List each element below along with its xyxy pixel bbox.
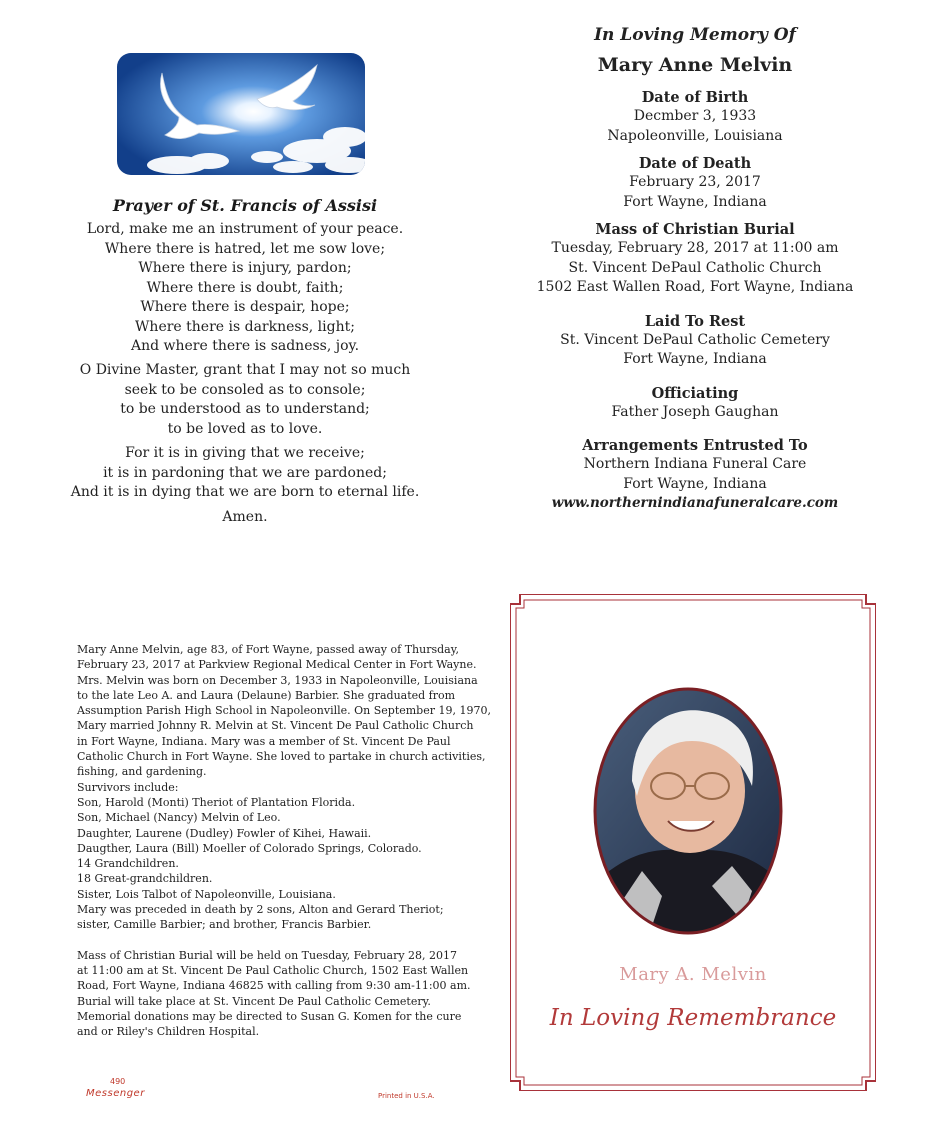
obituary-line: Road, Fort Wayne, Indiana 46825 with calling from 9:30 am-11:00 am. bbox=[77, 979, 471, 993]
logo-number: 490 bbox=[110, 1077, 126, 1086]
portrait-photo bbox=[592, 686, 784, 936]
obituary-line: to the late Leo A. and Laura (Delaune) Barbier. She graduated from bbox=[77, 688, 456, 702]
cover-remembrance-title: In Loving Remembrance bbox=[549, 1005, 837, 1031]
arrangements-label: Arrangements Entrusted To bbox=[582, 437, 808, 454]
obituary-text bbox=[77, 642, 497, 1039]
memorial-info-panel bbox=[495, 25, 895, 514]
memory-heading: In Loving Memory Of bbox=[594, 25, 796, 45]
prayer-line: seek to be consoled as to console; bbox=[124, 381, 366, 398]
prayer-stanza-3 bbox=[60, 444, 430, 503]
prayer-line: it is in pardoning that we are pardoned; bbox=[103, 464, 387, 481]
prayer-line: Where there is doubt, faith; bbox=[146, 279, 344, 296]
prayer-line: Where there is despair, hope; bbox=[140, 299, 350, 315]
obituary-line: Memorial donations may be directed to Susan G. Komen for the cure bbox=[77, 1009, 462, 1023]
publisher-logo bbox=[86, 1077, 166, 1103]
cover-name: Mary A. Melvin bbox=[619, 964, 767, 985]
obituary-line: and or Riley's Children Hospital. bbox=[77, 1025, 260, 1039]
officiant-name: Father Joseph Gaughan bbox=[611, 403, 779, 420]
obituary-line: Survivors include: bbox=[77, 780, 179, 794]
obituary-line: sister, Camille Barbier; and brother, Francis Barbier. bbox=[77, 918, 372, 932]
birth-place: Napoleonville, Louisiana bbox=[607, 127, 783, 144]
obituary-line: Sister, Lois Talbot of Napoleonville, Louisiana. bbox=[77, 887, 336, 901]
rest-section bbox=[495, 312, 895, 370]
obituary-paragraph-2 bbox=[77, 948, 497, 1040]
birth-date: Decmber 3, 1933 bbox=[633, 108, 757, 124]
cover-panel bbox=[510, 594, 876, 1091]
prayer-line: And where there is sadness, joy. bbox=[130, 338, 360, 354]
obituary-line: Mass of Christian Burial will be held on Tuesday, February 28, 2017 bbox=[77, 948, 458, 962]
obituary-line: February 23, 2017 at Parkview Regional Medical Center in Fort Wayne. bbox=[77, 658, 477, 672]
obituary-line: Daugther, Laura (Bill) Moeller of Colorado Springs, Colorado. bbox=[77, 841, 422, 855]
prayer-line: to be understood as to understand; bbox=[120, 401, 370, 417]
obituary-line: Assumption Parish High School in Napoleonville. On September 19, 1970, bbox=[77, 704, 491, 718]
mass-section bbox=[495, 220, 895, 298]
prayer-line: to be loved as to love. bbox=[167, 420, 323, 437]
obituary-line: Catholic Church in Fort Wayne. She loved to partake in church activities, bbox=[77, 750, 486, 764]
obituary-line: Burial will take place at St. Vincent De Paul Catholic Cemetery. bbox=[77, 994, 431, 1008]
death-label: Date of Death bbox=[638, 155, 752, 172]
birth-section bbox=[495, 88, 895, 146]
obituary-line: in Fort Wayne, Indiana. Mary was a member of St. Vincent De Paul bbox=[77, 734, 451, 748]
logo-text: Messenger bbox=[86, 1088, 145, 1099]
funeral-home-place: Fort Wayne, Indiana bbox=[623, 475, 767, 492]
doves-in-sky-image bbox=[117, 53, 365, 175]
prayer-line: O Divine Master, grant that I may not so much bbox=[79, 362, 411, 378]
death-date: February 23, 2017 bbox=[629, 174, 761, 190]
prayer-closing: Amen. bbox=[222, 509, 268, 525]
prayer-title: Prayer of St. Francis of Assisi bbox=[112, 196, 378, 215]
mass-address: 1502 East Wallen Road, Fort Wayne, Indiana bbox=[536, 279, 854, 295]
birth-label: Date of Birth bbox=[641, 89, 749, 106]
obituary-line: Son, Harold (Monti) Theriot of Plantation Florida. bbox=[77, 795, 356, 809]
mass-label: Mass of Christian Burial bbox=[595, 221, 795, 238]
deceased-name: Mary Anne Melvin bbox=[597, 54, 793, 76]
obituary-line: Mary married Johnny R. Melvin at St. Vincent De Paul Catholic Church bbox=[77, 719, 474, 733]
prayer-line: And it is in dying that we are born to eternal life. bbox=[70, 484, 420, 500]
obituary-line: Mrs. Melvin was born on December 3, 1933 in Napoleonville, Louisiana bbox=[77, 673, 478, 687]
obituary-line: Daughter, Laurene (Dudley) Fowler of Kihei, Hawaii. bbox=[77, 826, 372, 840]
prayer-line: Where there is darkness, light; bbox=[135, 318, 355, 335]
obituary-line: 14 Grandchildren. bbox=[77, 857, 179, 871]
death-section bbox=[495, 154, 895, 212]
officiating-label: Officiating bbox=[651, 384, 739, 402]
doves-illustration bbox=[117, 53, 365, 175]
obituary-line: Mary Anne Melvin, age 83, of Fort Wayne, passed away of Thursday, bbox=[77, 643, 459, 656]
funeral-home-website[interactable]: www.northernindianafuneralcare.com bbox=[551, 495, 839, 511]
prayer-stanza-2 bbox=[60, 361, 430, 439]
obituary-paragraph-1 bbox=[77, 642, 497, 933]
death-place: Fort Wayne, Indiana bbox=[623, 193, 767, 210]
obituary-line: Son, Michael (Nancy) Melvin of Leo. bbox=[77, 811, 281, 825]
obituary-line: fishing, and gardening. bbox=[77, 765, 207, 779]
obituary-line: at 11:00 am at St. Vincent De Paul Catholic Church, 1502 East Wallen bbox=[77, 963, 469, 977]
prayer-line: Where there is injury, pardon; bbox=[138, 260, 352, 276]
prayer-stanza-1 bbox=[60, 220, 430, 357]
funeral-home-name: Northern Indiana Funeral Care bbox=[583, 456, 807, 472]
mass-church: St. Vincent DePaul Catholic Church bbox=[568, 259, 822, 276]
printed-in-note: Printed in U.S.A. bbox=[378, 1092, 435, 1100]
prayer-line: For it is in giving that we receive; bbox=[125, 445, 365, 461]
rest-label: Laid To Rest bbox=[644, 312, 746, 330]
prayer-line: Lord, make me an instrument of your peace. bbox=[86, 221, 404, 237]
prayer-line: Where there is hatred, let me sow love; bbox=[104, 240, 386, 257]
obituary-line: Mary was preceded in death by 2 sons, Alton and Gerard Theriot; bbox=[77, 903, 444, 917]
obituary-line: 18 Great-grandchildren. bbox=[77, 872, 213, 886]
rest-place: Fort Wayne, Indiana bbox=[623, 351, 767, 367]
arrangements-section bbox=[495, 436, 895, 514]
officiating-section bbox=[495, 384, 895, 423]
mass-datetime: Tuesday, February 28, 2017 at 11:00 am bbox=[551, 240, 839, 256]
paragraph-gap bbox=[77, 933, 497, 948]
rest-cemetery: St. Vincent DePaul Catholic Cemetery bbox=[560, 331, 830, 348]
